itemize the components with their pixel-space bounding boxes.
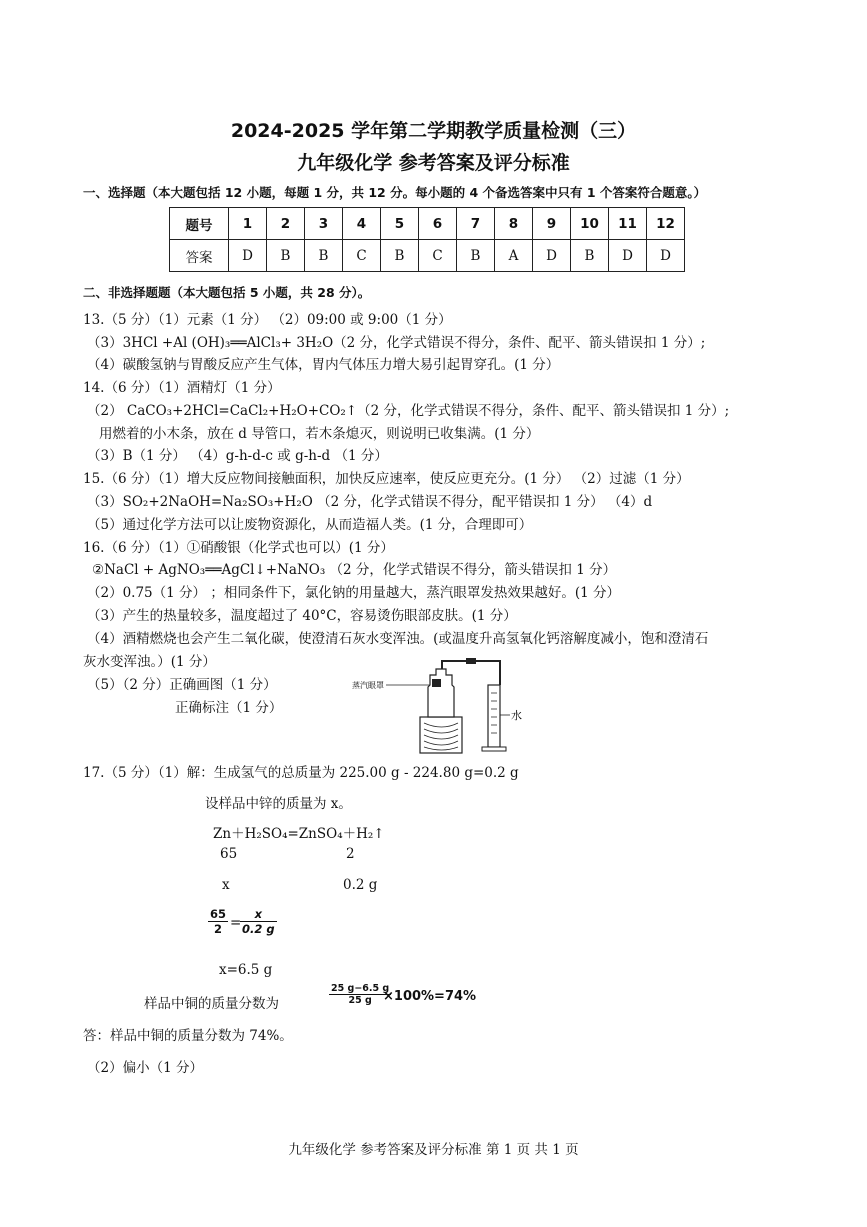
table-cell: 5 (381, 208, 419, 240)
answer-line: 样品中铜的质量分数为 (144, 996, 279, 1012)
section-nonchoice-heading: 二、非选择题题（本大题包括 5 小题，共 28 分）。 (83, 285, 371, 300)
answer-line: 17.（5 分）（1）解：生成氢气的总质量为 225.00 g - 224.80 g=0.2 g (83, 765, 519, 781)
table-row (170, 240, 685, 272)
table-cell: A (495, 240, 533, 272)
page-subtitle: 九年级化学 参考答案及评分标准 (297, 152, 570, 174)
ratio-value: 0.2 g (343, 877, 378, 893)
answer-line: 设样品中锌的质量为 x。 (205, 796, 352, 812)
table-cell: D (647, 240, 685, 272)
table-cell: C (343, 240, 381, 272)
table-cell: 3 (305, 208, 343, 240)
percent-fraction (329, 983, 391, 1006)
answer-line: 用燃着的小木条，放在 d 导管口，若木条熄灭，则说明已收集满。(1 分） (99, 426, 540, 442)
diagram-label-water: 水 (511, 709, 522, 722)
fraction-numerator: 25 g−6.5 g (331, 983, 390, 994)
diagram-label-eyemask: 蒸汽眼罩 (352, 681, 384, 690)
table-header-cell: 答案 (170, 240, 229, 272)
table-cell: 8 (495, 208, 533, 240)
table-cell: D (229, 240, 267, 272)
table-cell: 9 (533, 208, 571, 240)
answer-line: 答：样品中铜的质量分数为 74%。 (83, 1028, 293, 1044)
apparatus-diagram (350, 655, 530, 755)
table-cell: C (419, 240, 457, 272)
answer-line: （3）3HCl +Al (OH)₃══AlCl₃+ 3H₂O（2 分，化学式错误不得分，条件、配平、箭头错误扣 1 分）; (87, 335, 706, 351)
answer-line: （3）B（1 分） （4）g-h-d-c 或 g-h-d （1 分） (87, 448, 388, 464)
table-row (170, 208, 685, 240)
ratio-value: 2 (346, 846, 355, 862)
answer-line: ②NaCl + AgNO₃══AgCl↓+NaNO₃ （2 分，化学式错误不得分，箭头错误扣 1 分） (92, 562, 617, 578)
fraction-numerator: x (240, 907, 277, 922)
table-cell: 6 (419, 208, 457, 240)
percent-result: ×100%=74% (383, 989, 477, 1004)
answer-line: 13.（5 分）（1）元素（1 分） （2）09:00 或 9:00（1 分） (83, 312, 452, 328)
equals-sign: = (230, 915, 242, 931)
table-cell: B (381, 240, 419, 272)
measuring-cylinder (488, 685, 500, 747)
table-cell: 7 (457, 208, 495, 240)
answer-line: （4）酒精燃烧也会产生二氧化碳，使澄清石灰水变浑浊。(或温度升高氢氧化钙溶解度减小，饱和澄清石 (87, 631, 709, 647)
table-cell: B (571, 240, 609, 272)
ratio-value: x (222, 877, 230, 893)
section-choice-heading: 一、选择题（本大题包括 12 小题，每题 1 分，共 12 分。每小题的 4 个备选答案中只有 1 个答案符合题意。） (83, 185, 707, 200)
answer-table (169, 207, 685, 272)
answer-line: x=6.5 g (219, 962, 273, 978)
answer-line: 16.（6 分）（1）①硝酸银（化学式也可以）(1 分） (83, 540, 394, 556)
table-cell: 2 (267, 208, 305, 240)
proportion-right (240, 907, 277, 936)
proportion-left (208, 907, 228, 936)
answer-line: （3）SO₂+2NaOH=Na₂SO₃+H₂O （2 分，化学式错误不得分，配平错误扣 1 分） （4）d (87, 494, 653, 510)
answer-line: （5）通过化学方法可以让废物资源化，从而造福人类。(1 分，合理即可） (87, 517, 533, 533)
table-cell: 12 (647, 208, 685, 240)
page-footer: 九年级化学 参考答案及评分标准 第 1 页 共 1 页 (288, 1142, 579, 1158)
answer-line: （4）碳酸氢钠与胃酸反应产生气体，胃内气体压力增大易引起胃穿孔。(1 分） (87, 357, 560, 373)
table-header-cell: 题号 (170, 208, 229, 240)
fraction-denominator: 0.2 g (242, 922, 275, 936)
table-cell: 10 (571, 208, 609, 240)
table-cell: 4 (343, 208, 381, 240)
table-cell: B (457, 240, 495, 272)
flask (428, 669, 454, 717)
chemical-equation: Zn＋H₂SO₄=ZnSO₄＋H₂↑ (213, 826, 385, 842)
table-cell: D (609, 240, 647, 272)
answer-line: 正确标注（1 分） (175, 700, 283, 716)
table-cell: B (267, 240, 305, 272)
answer-line: （2）偏小（1 分） (87, 1060, 203, 1076)
page-title: 2024-2025 学年第二学期教学质量检测（三） (230, 120, 637, 142)
answer-line: （3）产生的热量较多，温度超过了 40°C，容易烫伤眼部皮肤。(1 分） (87, 608, 517, 624)
fraction-denominator: 2 (214, 922, 223, 936)
ratio-value: 65 (220, 846, 238, 862)
answer-line: 14.（6 分）（1）酒精灯（1 分） (83, 380, 281, 396)
table-cell: 11 (609, 208, 647, 240)
answer-line: 15.（6 分）（1）增大反应物间接触面积，加快反应速率，使反应更充分。(1 分） （2）过滤（1 分） (83, 471, 690, 487)
answer-line: 灰水变浑浊。）(1 分） (83, 654, 216, 670)
answer-line: （2） CaCO₃+2HCl=CaCl₂+H₂O+CO₂↑（2 分，化学式错误不得分，条件、配平、箭头错误扣 1 分）; (87, 403, 730, 419)
table-cell: B (305, 240, 343, 272)
answer-line: （5）（2 分）正确画图（1 分） (87, 677, 277, 693)
table-cell: 1 (229, 208, 267, 240)
table-cell: D (533, 240, 571, 272)
answer-line: （2）0.75（1 分） ；相同条件下，氯化钠的用量越大，蒸汽眼罩发热效果越好。(1 分） (87, 585, 620, 601)
fraction-denominator: 25 g (348, 995, 372, 1006)
fraction-numerator: 65 (210, 907, 227, 921)
eye-mask-sample (432, 679, 441, 687)
